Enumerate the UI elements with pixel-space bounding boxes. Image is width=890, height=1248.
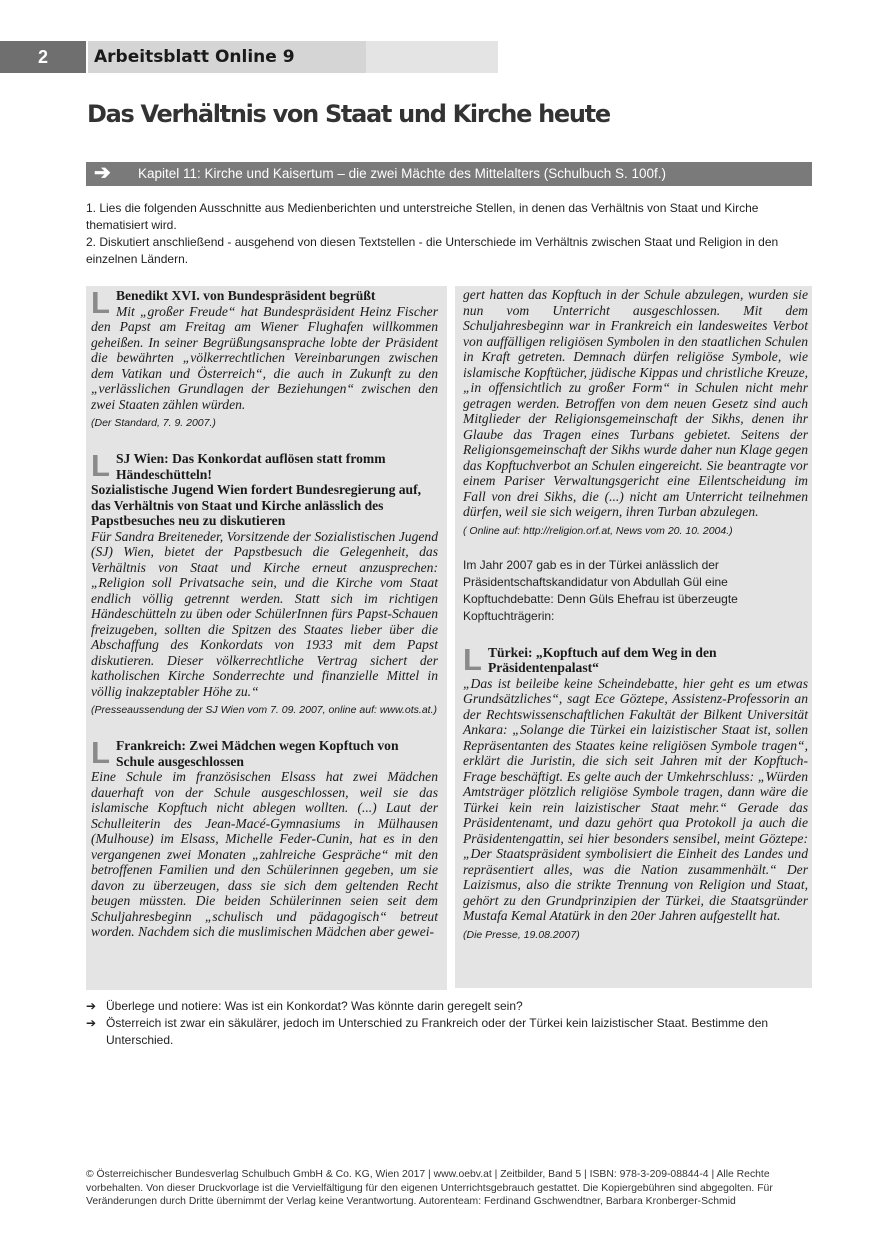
article-sj-wien (91, 448, 438, 718)
article-subheadline: Sozialistische Jugend Wien fordert Bundesregierung auf, das Verhältnis von Staat und Kirche anlässlich des Papstbesuches neu zu diskutieren (91, 482, 422, 528)
chapter-banner (86, 162, 812, 186)
arrow-right-icon: ➔ (94, 162, 111, 184)
article-headline: SJ Wien: Das Konkordat auflösen statt fromm Händeschütteln! (115, 451, 386, 482)
page-number: 2 (0, 41, 86, 73)
article-source: (Die Presse, 19.08.2007) (463, 928, 580, 941)
turkey-intro: Im Jahr 2007 gab es in der Türkei anlässlich der Präsidentschaftskandidatur von Abdullah Gül eine Kopftuchdebatte: Denn Güls Ehefrau ist überzeugte Kopftuchträgerin: (463, 557, 738, 623)
task-2: 2. Diskutiert anschließend - ausgehend von diesen Textstellen - die Unterschiede im Verhältnis zwischen Staat und Religion in den einzelnen Ländern. (86, 235, 779, 266)
article-benedikt (91, 285, 438, 431)
article-body: „Das ist beileibe keine Scheindebatte, hier geht es um etwas Grundsätzliches“, sagt Ece Göztepe, Assistenz-Professorin an der Rechtswissenschaftlichen Fakultät der Bilkent Universität Ankara: „Solange die Türkei ein laizistischer Staat ist, sollen Repräsentanten des Staates keine religiösen Symbole tragen“, erklärt die Juristin, die sich seit Jahren mit der Kopftuch-Frage beschäftigt. Es gelte auch der Umkehrschluss: „Würden Amtsträger plötzlich religiöse Symbole tragen, dann wäre die Türkei kein rein laizistischer Staat mehr.“ Gerade das Präsidentenamt, und dazu gehört qua Protokoll ja auch die Präsidentengattin, sei hier besonders sensibel, meint Göztepe: „Der Staatspräsident symbolisiert die Einheit des Landes und repräsentiert alles, was die Nation zusammenhält.“ Der Laizismus, also die strikte Trennung von Religion und Staat, gehört zu den Grundprinzipien der Türkei, die Staatsgründer Mustafa Kemal Atatürk in den 20er Jahren aufgestellt hat. (463, 675, 808, 923)
header-bar (0, 41, 498, 73)
worksheet-series-title: Arbeitsblatt Online 9 (88, 41, 366, 73)
chapter-reference: Kapitel 11: Kirche und Kaisertum – die zwei Mächte des Mittelalters (Schulbuch S. 100f.) (138, 166, 667, 181)
drop-letter-icon: L (91, 735, 110, 770)
article-frankreich (91, 735, 438, 940)
article-frankreich-continued (463, 287, 808, 539)
drop-letter-icon: L (91, 285, 110, 320)
article-source: (Der Standard, 7. 9. 2007.) (91, 417, 216, 429)
article-body: gert hatten das Kopftuch in der Schule abzulegen, wurden sie nun vom Unterricht ausgeschlossen. Mit dem Schuljahresbeginn war in Frankreich ein landesweites Verbot von auffälligen religiösen Symbolen in den staatlichen Schulen in Kraft getreten. Demnach dürfen religiöse Symbole, wie islamische Kopftücher, jüdische Kippas und christliche Kreuze, „in offensichtlich zu großer Form“ in Schulen nicht mehr getragen werden. Betroffen von dem neuen Gesetz sind auch Mitglieder der Religionsgemeinschaft der Sikhs, denen ihr Glaube das Tragen eines Turbans gebietet. Seitens der Religionsgemeinschaft der Sikhs wurde daher nun Klage gegen das Kopftuchverbot an Schulen eingereicht. Sie beantragte vor einem Pariser Verwaltungsgericht eine Eilentscheidung im Fall von drei Sikhs, die (...) nicht am Unterricht teilnehmen dürfen, weil sie sich weigern, ihren Turban abzulegen. (463, 287, 808, 519)
arrow-right-icon: ➔ (86, 999, 97, 1013)
article-body: Für Sandra Breiteneder, Vorsitzende der Sozialistischen Jugend (SJ) Wien, bietet der Papstbesuch die Gelegenheit, das Verhältnis von Staat und Kirche erneut anzusprechen: „Religion soll Privatsache sein, und die Kirche vom Staat endlich völlig getrennt werden. Statt sich im richtigen Händeschütteln zu üben oder SchülerInnen fürs Papst-Schauen freizugeben, sollten die Spitzen des Staates lieber über die Abschaffung des Konkordats von 1933 mit dem Papst diskutieren. Dieser völkerrechtliche Vertrag sichert der katholischen Kirche Sonderrechte und finanzielle Mittel in völlig inakzeptabler Höhe zu.“ (91, 528, 438, 699)
right-text-column (455, 286, 812, 988)
copyright-footer: © Österreichischer Bundesverlag Schulbuch GmbH & Co. KG, Wien 2017 | www.oebv.at | Zeitbilder, Band 5 | ISBN: 978-3-209-08844-4 | Alle Rechte vorbehalten. Von dieser Druckvorlage ist die Vervielfältigung für den eigenen Unterrichtsgebrauch gestattet. Die Kopiergebühren sind abgegolten. Für Veränderungen durch Dritte übernimmt der Verlag keine Verantwortung. Autorenteam: Ferdinand Gschwendtner, Barbara Kronberger-Schmid (86, 1169, 773, 1207)
question-item (86, 1015, 816, 1049)
article-body: Eine Schule im französischen Elsass hat zwei Mädchen dauerhaft von der Schule ausgeschlossen, weil sie das islamische Kopftuch nicht ablegen wollten. (...) Laut der Schulleiterin des Jean-Macé-Gymnasiums in Mülhausen (Mulhouse) im Elsass, Michelle Feder-Cunin, hat es in den vergangenen zwei Monaten „zahlreiche Gespräche“ mit den betroffenen Familien und den Schülerinnen gegeben, um sie davon zu überzeugen, dass sie sich dem geltenden Recht beugen müssten. Die beiden Schülerinnen seien seit dem Schuljahresbeginn „schulisch und pädagogisch“ betreut worden. Nachdem sich die muslimischen Mädchen aber gewei- (91, 769, 438, 939)
article-headline: Benedikt XVI. von Bundespräsident begrüßt (115, 288, 376, 303)
left-text-column (86, 286, 447, 990)
question-text: Österreich ist zwar ein säkulärer, jedoch im Unterschied zu Frankreich oder der Türkei kein laizistischer Staat. Bestimme den Unterschied. (106, 1016, 769, 1047)
article-source: ( Online auf: http://religion.orf.at, News vom 20. 10. 2004.) (463, 524, 733, 537)
task-1: 1. Lies die folgenden Ausschnitte aus Medienberichten und unterstreiche Stellen, in denen das Verhältnis von Staat und Kirche thematisiert wird. (86, 201, 759, 232)
drop-letter-icon: L (91, 448, 110, 483)
article-source: (Presseaussendung der SJ Wien vom 7. 09. 2007, online auf: www.ots.at.) (91, 704, 438, 716)
header-extension (366, 41, 498, 73)
question-text: Überlege und notiere: Was ist ein Konkordat? Was könnte darin geregelt sein? (106, 999, 523, 1013)
article-tuerkei (463, 641, 808, 943)
question-item (86, 998, 816, 1015)
page-title: Das Verhältnis von Staat und Kirche heute (87, 100, 610, 128)
article-body: Mit „großer Freude“ hat Bundespräsident Heinz Fischer den Papst am Freitag am Wiener Flughafen willkommen geheißen. In seiner Begrüßungsansprache lobte der Präsident die bewährten „völkerrechtlichen Vereinbarungen zwischen dem Vatikan und Österreich“, die auch in Zukunft zu den „verlässlichen Grundlagen der Beziehungen“ zwischen den zwei Staaten zählen würden. (91, 303, 438, 412)
drop-letter-icon: L (463, 641, 482, 677)
arrow-right-icon: ➔ (86, 1016, 97, 1030)
task-instructions (86, 200, 814, 268)
article-headline: Frankreich: Zwei Mädchen wegen Kopftuch von Schule ausgeschlossen (115, 738, 399, 769)
article-headline: Türkei: „Kopftuch auf dem Weg in den Präsidentenpalast“ (487, 644, 717, 675)
follow-up-questions (86, 998, 816, 1049)
